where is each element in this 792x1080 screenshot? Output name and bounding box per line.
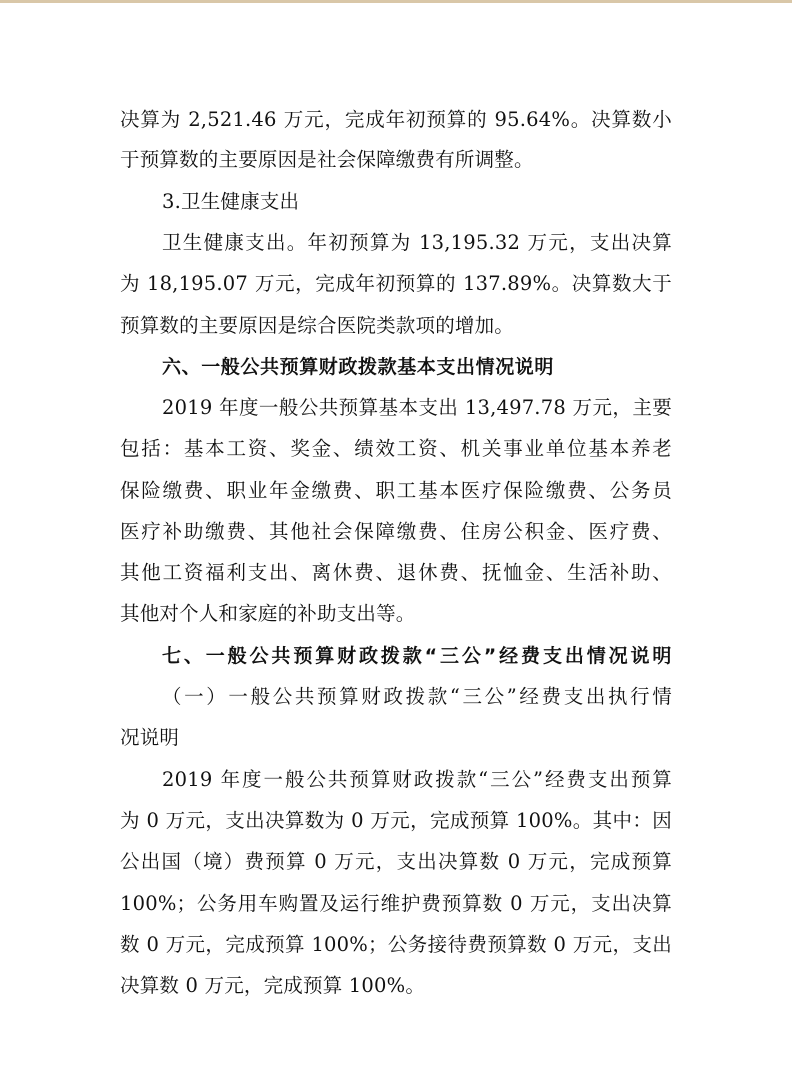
paragraph-line: 为 18,195.07 万元，完成年初预算的 137.89%。决算数大于 [120,272,672,295]
paragraph-line: 决算为 2,521.46 万元，完成年初预算的 95.64%。决算数小 [120,108,672,131]
paragraph-line: 于预算数的主要原因是社会保障缴费有所调整。 [120,148,534,171]
paragraph-line: 100%；公务用车购置及运行维护费预算数 0 万元，支出决算 [120,892,672,915]
paragraph-line: 预算数的主要原因是综合医院类款项的增加。 [120,314,515,337]
paragraph-line: 医疗补助缴费、其他社会保障缴费、住房公积金、医疗费、 [120,520,672,543]
paragraph-line: 况说明 [120,726,180,749]
paragraph-line: 2019 年度一般公共预算财政拨款“三公”经费支出预算 [162,768,672,791]
paragraph-line: 数 0 万元，完成预算 100%；公务接待费预算数 0 万元，支出 [120,933,672,956]
section-heading: 七、一般公共预算财政拨款“三公”经费支出情况说明 [162,645,672,667]
paragraph-line: 其他对个人和家庭的补助支出等。 [120,602,416,625]
paragraph-line: 保险缴费、职业年金缴费、职工基本医疗保险缴费、公务员 [120,479,672,502]
paragraph-line: 决算数 0 万元，完成预算 100%。 [120,974,426,997]
paragraph-line: 卫生健康支出。年初预算为 13,195.32 万元，支出决算 [162,231,672,254]
paragraph-line: （一）一般公共预算财政拨款“三公”经费支出执行情 [162,685,672,708]
paragraph-line: 2019 年度一般公共预算基本支出 13,497.78 万元，主要 [162,396,672,419]
paragraph-line: 包括：基本工资、奖金、绩效工资、机关事业单位基本养老 [120,437,672,460]
paragraph-line: 为 0 万元，支出决算数为 0 万元，完成预算 100%。其中：因 [120,809,672,832]
paragraph-line: 公出国（境）费预算 0 万元，支出决算数 0 万元，完成预算 [120,850,672,873]
page-top-rule [0,0,792,3]
paragraph-line: 其他工资福利支出、离休费、退休费、抚恤金、生活补助、 [120,561,672,584]
subsection-heading: 3.卫生健康支出 [162,190,300,213]
section-heading: 六、一般公共预算财政拨款基本支出情况说明 [162,356,555,378]
